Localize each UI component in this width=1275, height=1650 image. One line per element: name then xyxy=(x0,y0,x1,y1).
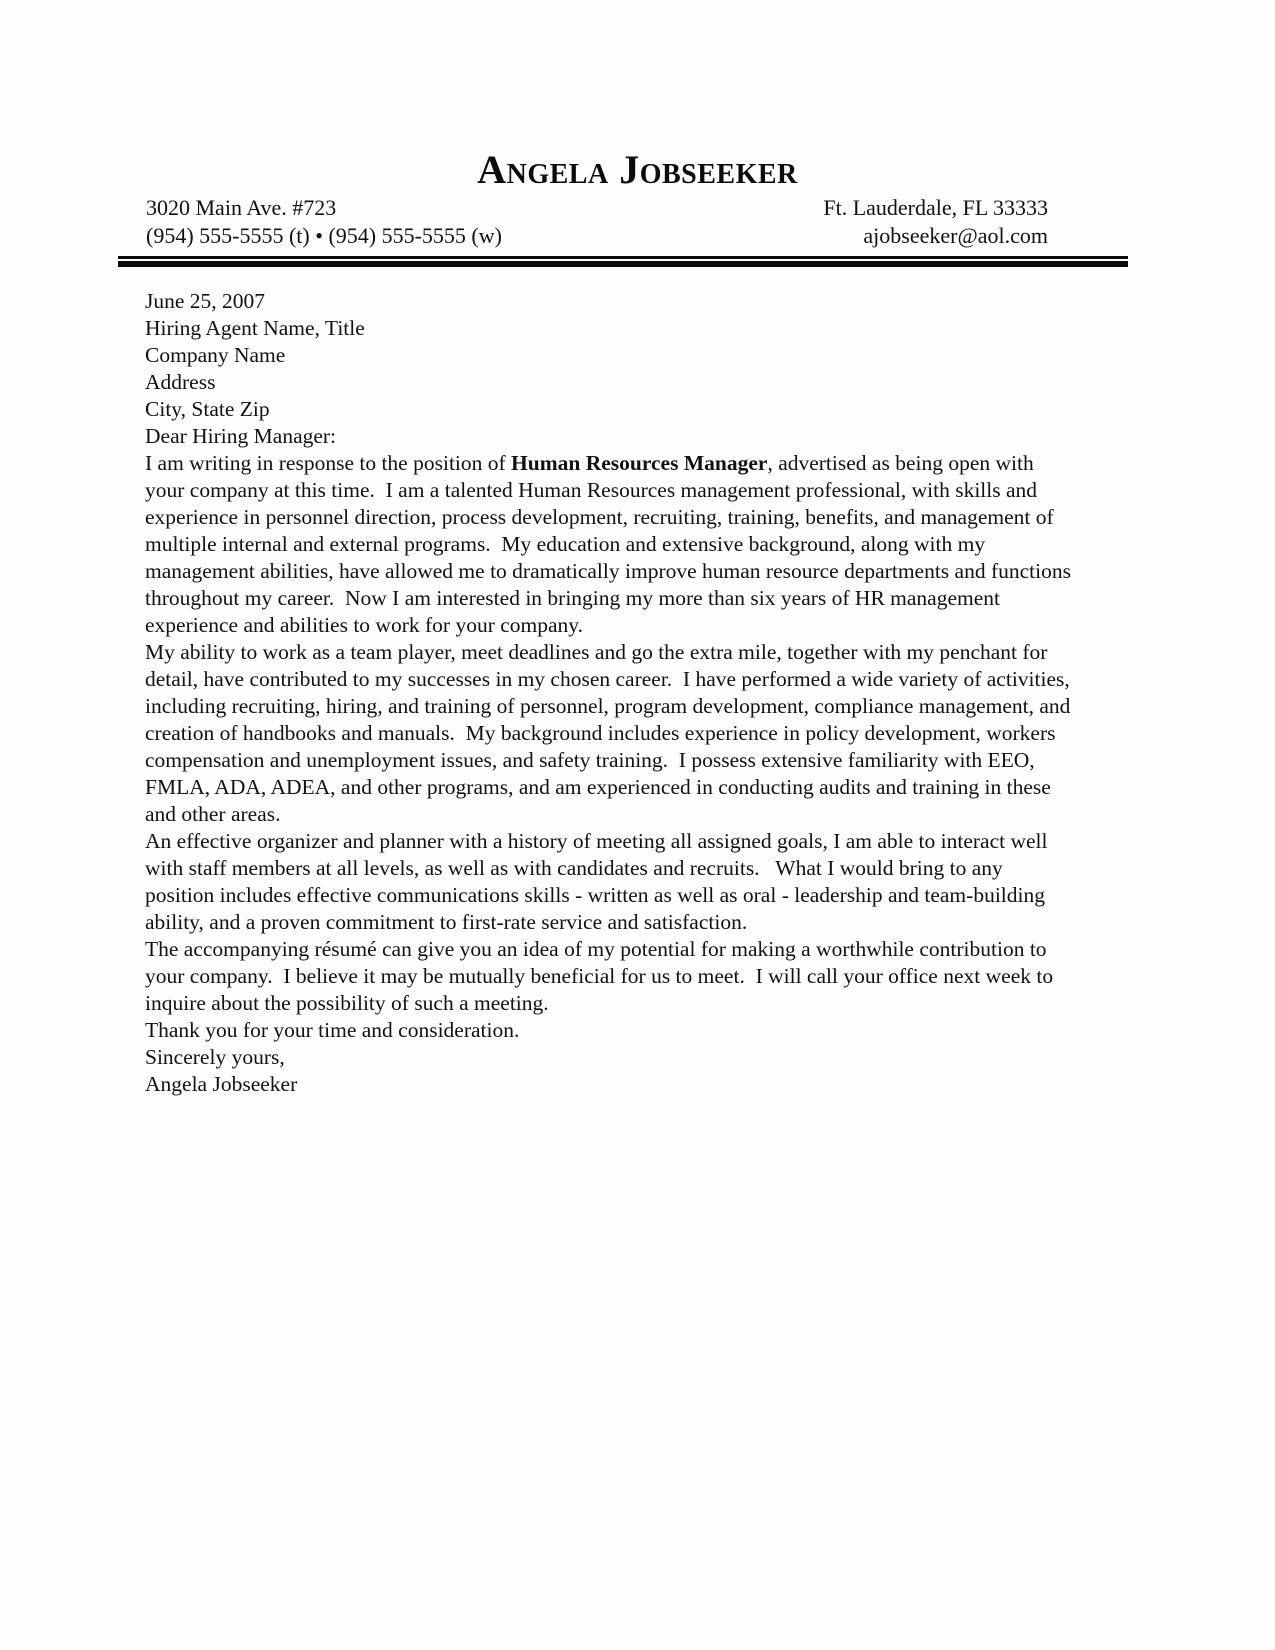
letterhead xyxy=(0,148,1275,267)
paragraph-organizer: An effective organizer and planner with a history of meeting all assigned goals, I am able to interact well with staff members at all levels, as well as with candidates and recruits. What I would bring to any position includes effective communications skills - written as well as oral - leadership and team-building ability, and a proven commitment to first-rate service and satisfaction. xyxy=(145,829,1053,934)
paragraph-resume: The accompanying résumé can give you an idea of my potential for making a worthwhile contribution to your company. I believe it may be mutually beneficial for us to meet. I will call your office next week to inquire about the possibility of such a meeting. xyxy=(145,937,1059,1015)
position-title-bold: Human Resources Manager xyxy=(511,451,768,475)
recipient-name-title: Hiring Agent Name, Title xyxy=(145,316,365,340)
rule-thick-line xyxy=(118,261,1128,267)
paragraph-thanks: Thank you for your time and consideration. xyxy=(145,1018,520,1042)
recipient-block xyxy=(145,315,1073,423)
recipient-address: Address xyxy=(145,370,216,394)
letter-date: June 25, 2007 xyxy=(145,289,266,313)
paragraph-intro xyxy=(145,450,1077,639)
letterhead-email: ajobseeker@aol.com xyxy=(863,223,1048,248)
closing-line: Sincerely yours, xyxy=(145,1045,285,1069)
letterhead-phones: (954) 555-5555 (t) • (954) 555-5555 (w) xyxy=(146,223,502,248)
paragraph-intro-post: , advertised as being open with your company at this time. I am a talented Human Resources management professional, with skills and experience in personnel direction, process development, recruiting, training, benefits, and management of multiple internal and external programs. My education and extensive background, along with my management abilities, have allowed me to dramatically improve human resource departments and functions throughout my career. Now I am interested in bringing my more than six years of HR management experience and abilities to work for your company. xyxy=(145,451,1077,637)
letterhead-city-state: Ft. Lauderdale, FL 33333 xyxy=(823,195,1048,220)
letterhead-contact-left xyxy=(146,194,502,250)
recipient-company: Company Name xyxy=(145,343,286,367)
signature-name: Angela Jobseeker xyxy=(145,1072,298,1096)
letterhead-contact-row xyxy=(118,194,1128,250)
recipient-city-state-zip: City, State Zip xyxy=(145,397,270,421)
salutation: Dear Hiring Manager: xyxy=(145,424,337,448)
letter-body xyxy=(145,288,1077,1098)
letterhead-name: Angela Jobseeker xyxy=(477,147,798,192)
letterhead-double-rule xyxy=(118,256,1128,267)
letterhead-contact-block xyxy=(118,194,1128,267)
paragraph-abilities: My ability to work as a team player, meet deadlines and go the extra mile, together with my penchant for detail, have contributed to my successes in my chosen career. I have performed a wide variety of activities, including recruiting, hiring, and training of personnel, program development, compliance management, and creation of handbooks and manuals. My background includes experience in policy development, workers compensation and unemployment issues, and safety training. I possess extensive familiarity with EEO, FMLA, ADA, ADEA, and other programs, and am experienced in conducting audits and training in these and other areas. xyxy=(145,640,1076,826)
letterhead-street: 3020 Main Ave. #723 xyxy=(146,195,337,220)
paragraph-intro-pre: I am writing in response to the position of xyxy=(145,451,512,475)
letterhead-contact-right xyxy=(823,194,1048,250)
